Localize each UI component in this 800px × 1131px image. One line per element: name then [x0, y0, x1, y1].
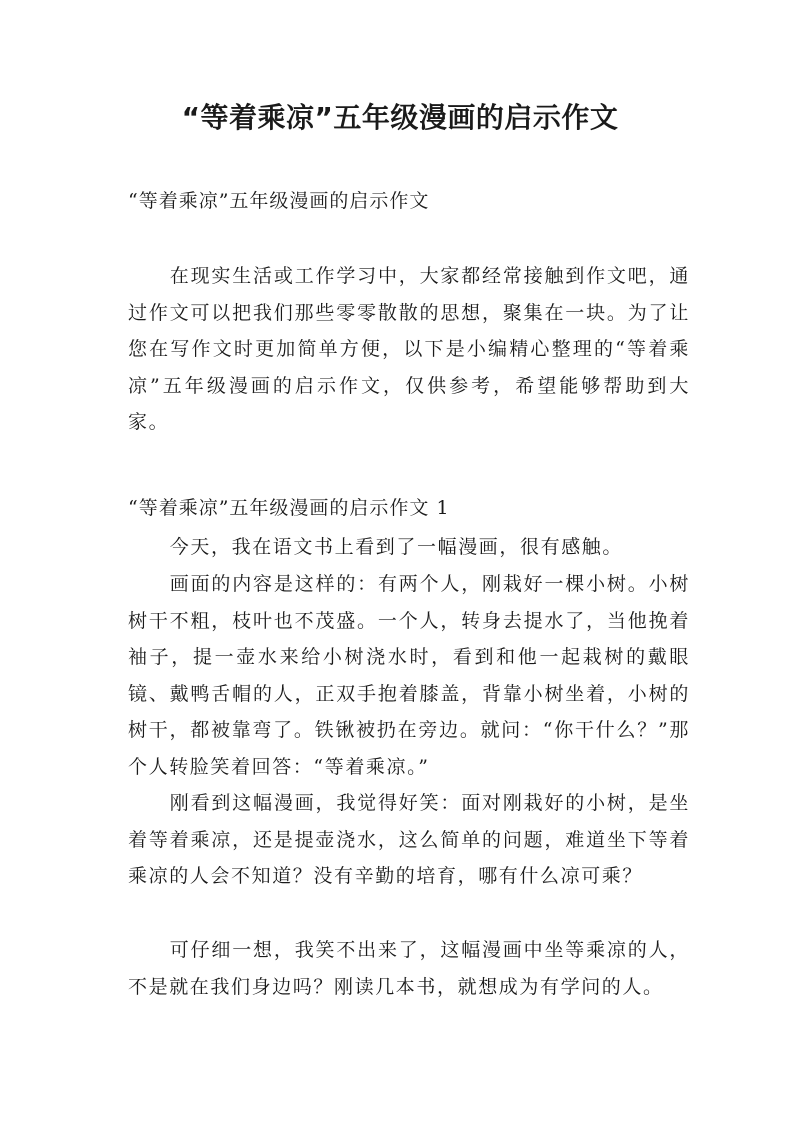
intro-paragraph: 在现实生活或工作学习中，大家都经常接触到作文吧，通过作文可以把我们那些零零散散的思想，聚集在一块。为了让您在写作文时更加简单方便，以下是小编精心整理的“等着乘凉”五年级漫画的启示作文，仅供参考，希望能够帮助到大家。: [128, 265, 690, 434]
essay-paragraph-3: 刚看到这幅漫画，我觉得好笑：面对刚栽好的小树，是坐着等着乘凉，还是提壶浇水，这么简单的问题，难道坐下等着乘凉的人会不知道？没有辛勤的培育，哪有什么凉可乘？: [128, 792, 690, 888]
essay-paragraph-4: 可仔细一想，我笑不出来了，这幅漫画中坐等乘凉的人，不是就在我们身边吗？刚读几本书，就想成为有学问的人。: [128, 939, 690, 998]
document-subtitle: “等着乘凉”五年级漫画的启示作文: [128, 190, 430, 212]
essay-paragraph-1: 今天，我在语文书上看到了一幅漫画，很有感触。: [169, 536, 623, 558]
document-title: “等着乘凉”五年级漫画的启示作文: [181, 101, 619, 134]
essay-paragraph-2: 画面的内容是这样的：有两个人，刚栽好一棵小树。小树树干不粗，枝叶也不茂盛。一个人，转身去提水了，当他挽着袖子，提一壶水来给小树浇水时，看到和他一起栽树的戴眼镜、戴鸭舌帽的人，正双手抱着膝盖，背靠小树坐着，小树的树干，都被靠弯了。铁锹被扔在旁边。就问：“你干什么？”那个人转脸笑着回答：“等着乘凉。”: [128, 573, 690, 778]
essay-heading: “等着乘凉”五年级漫画的启示作文 1: [128, 497, 450, 519]
